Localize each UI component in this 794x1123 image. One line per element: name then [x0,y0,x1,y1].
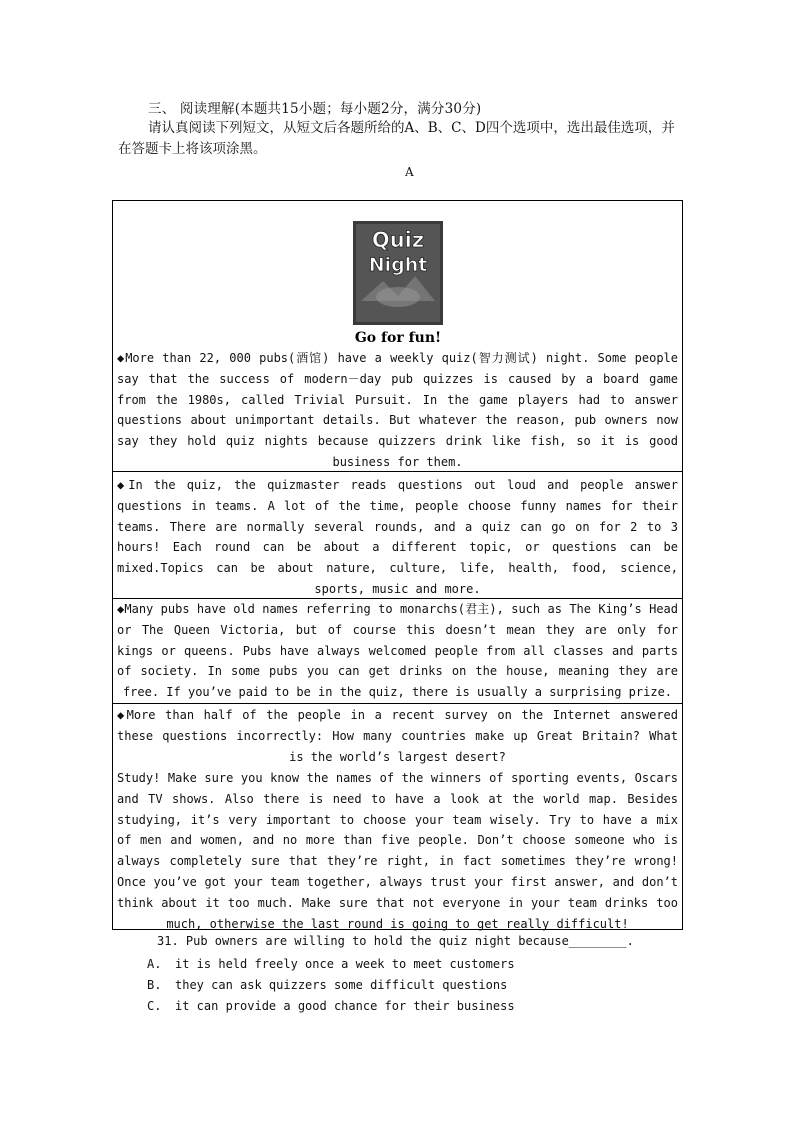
option-text: it is held freely once a week to meet customers [175,957,515,971]
option-label: C. [147,999,162,1013]
svg-text:Quiz: Quiz [371,228,425,252]
paragraph-3: ◆Many pubs have old names referring to monarchs(君主), such as The King’s Head or The Queen Victoria, but of course this doesn’t mean they are only for kings or queens. Pubs have always welcomed people from all classes and parts of society. In some pubs you can get drinks on the house, meaning they are free. If you’ve paid to be in the quiz, there is usually a surprising prize. [117,602,678,700]
question-stem: 31. Pub owners are willing to hold the quiz night because________. [157,934,634,948]
option-text: they can ask quizzers some difficult questions [175,978,508,992]
option-text: it can provide a good chance for their business [175,999,515,1013]
quiz-night-logo-image [353,221,443,345]
quiz-night-logo [353,221,443,345]
option-b[interactable] [147,978,634,992]
passage-letter: A [405,165,414,179]
paragraph-2: ◆In the quiz, the quizmaster reads questions out loud and people answer questions in teams. A lot of the time, people choose funny names for their teams. There are normally several rounds, and a quiz can go on for 2 to 3 hours! Each round can be about a different topic, or questions can be mixed.Topics can be about nature, culture, life, health, food, science, sports, music and more. [117,478,678,596]
divider [113,471,682,472]
section-heading: 三、 阅读理解(本题共15小题；每小题2分，满分30分) [148,101,482,117]
option-label: B. [147,978,162,992]
option-label: A. [147,957,162,971]
paragraph-1: ◆More than 22, 000 pubs(酒馆) have a weekly quiz(智力测试) night. Some people say that the success of modern－day pub quizzes is caused by a board game from the 1980s, called Trivial Pursuit. In the game players had to answer questions about unimportant details. But whatever the reason, pub owners now say they hold quiz nights because quizzers drink like fish, so it is good business for them. [117,351,678,469]
passage-box [112,200,683,930]
option-c[interactable] [147,999,634,1013]
svg-text:Go for fun!: Go for fun! [354,330,442,345]
paragraph-5: Study! Make sure you know the names of the winners of sporting events, Oscars and TV shows. Also there is need to have a look at the world map. Besides studying, it’s very important to choose your team wisely. Try to have a mix of men and women, and no more than five people. Don’t choose someone who is always completely sure that they’re right, in fact sometimes they’re wrong! Once you’ve got your team together, always trust your first answer, and don’t think about it too much. Make sure that not everyone in your team drinks too much, otherwise the last round is going to get really difficult! [117,771,678,931]
question-31 [147,934,634,1020]
option-a[interactable] [147,957,634,971]
paragraph-4: ◆More than half of the people in a recent survey on the Internet answered these questions incorrectly: How many countries make up Great Britain? What is the world’s largest desert? [117,708,678,764]
svg-text:Night: Night [368,254,428,276]
section-instruction: 请认真阅读下列短文，从短文后各题所给的A、B、C、D四个选项中，选出最佳选项，并在答题卡上将该项涂黑。 [118,120,675,157]
divider [113,703,682,704]
